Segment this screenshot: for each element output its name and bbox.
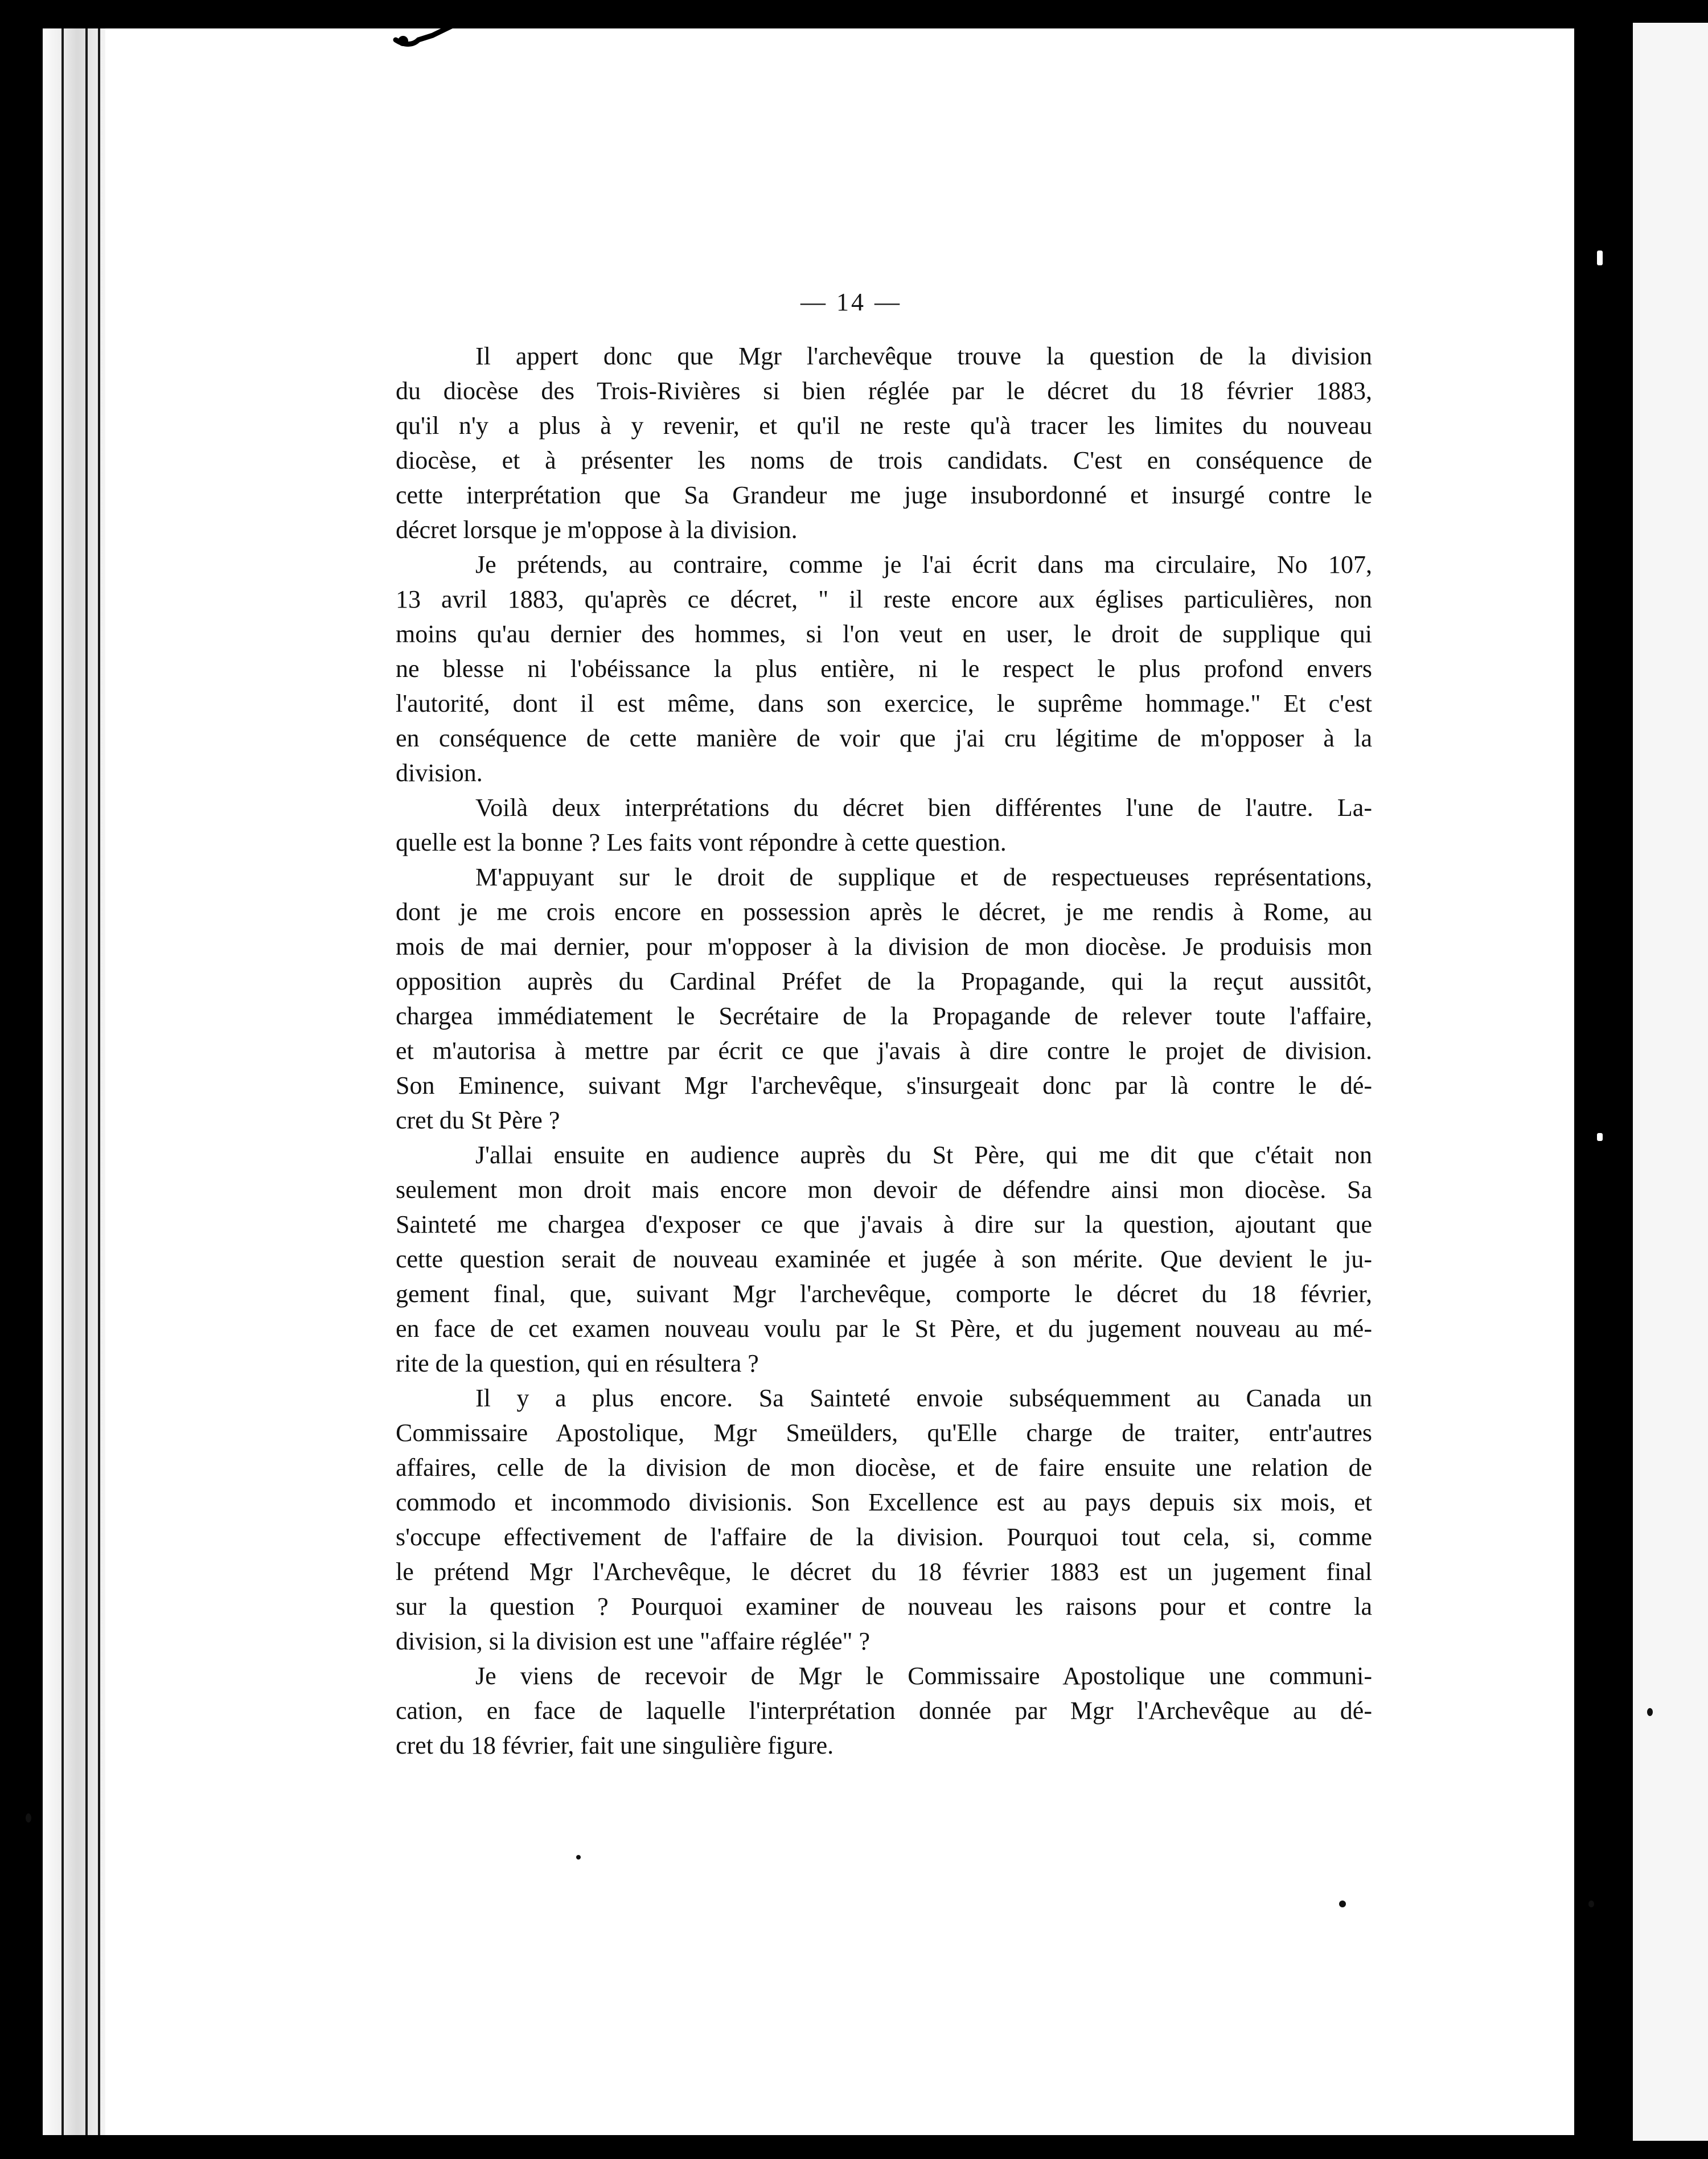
- text-line: J'allai ensuite en audience auprès du St Père, qui me dit que c'était non: [475, 1141, 1372, 1169]
- text-line: qu'il n'y a plus à y revenir, et qu'il ne reste qu'à tracer les limites du nouveau: [396, 412, 1372, 440]
- page-edge-line: [85, 28, 88, 2135]
- paragraph: [396, 790, 1372, 860]
- text-line: ne blesse ni l'obéissance la plus entière, ni le respect le plus profond envers: [396, 655, 1372, 683]
- text-line: commodo et incommodo divisionis. Son Excellence est au pays depuis six mois, et: [396, 1488, 1372, 1516]
- text-line: cette interprétation que Sa Grandeur me juge insubordonné et insurgé contre le: [396, 481, 1372, 509]
- text-line: Son Eminence, suivant Mgr l'archevêque, s'insurgeait donc par là contre le dé-: [396, 1072, 1372, 1099]
- text-line: Je prétends, au contraire, comme je l'ai écrit dans ma circulaire, No 107,: [475, 551, 1372, 578]
- scan-speck: [576, 1855, 581, 1860]
- text-line: cret du 18 février, fait une singulière figure.: [396, 1731, 834, 1759]
- text-line: l'autorité, dont il est même, dans son exercice, le suprême hommage." Et c'est: [396, 689, 1372, 717]
- text-line: sur la question ? Pourquoi examiner de nouveau les raisons pour et contre la: [396, 1592, 1372, 1620]
- page-number: — 14 —: [800, 288, 902, 316]
- text-line: du diocèse des Trois-Rivières si bien réglée par le décret du 18 février 1883,: [396, 377, 1372, 405]
- scan-speck: [1339, 1901, 1346, 1907]
- paragraph: [396, 1659, 1372, 1763]
- paragraph: [396, 1138, 1372, 1381]
- page-edge-line: [61, 28, 64, 2135]
- scan-speck: [1597, 251, 1603, 265]
- text-line: s'occupe effectivement de l'affaire de la division. Pourquoi tout cela, si, comme: [396, 1523, 1372, 1551]
- text-line: moins qu'au dernier des hommes, si l'on veut en user, le droit de supplique qui: [396, 620, 1372, 648]
- ink-mark-icon: [393, 23, 455, 48]
- scan-speck: [1647, 1708, 1653, 1716]
- text-line: chargea immédiatement le Secrétaire de la Propagande de relever toute l'affaire,: [396, 1002, 1372, 1030]
- text-line: quelle est la bonne ? Les faits vont répondre à cette question.: [396, 828, 1007, 856]
- paragraph: [396, 860, 1372, 1138]
- text-line: cret du St Père ?: [396, 1106, 560, 1134]
- scan-speck: [1588, 1901, 1594, 1907]
- scan-edge-bar: [1574, 28, 1633, 2135]
- page-edge-line: [98, 28, 100, 2135]
- paragraph: [396, 339, 1372, 547]
- text-line: affaires, celle de la division de mon diocèse, et de faire ensuite une relation de: [396, 1454, 1372, 1481]
- text-line: diocèse, et à présenter les noms de trois candidats. C'est en conséquence de: [396, 446, 1372, 474]
- scan-speck: [1597, 1133, 1603, 1141]
- text-line: Il y a plus encore. Sa Sainteté envoie subséquemment au Canada un: [475, 1384, 1372, 1412]
- text-line: gement final, que, suivant Mgr l'archevêque, comporte le décret du 18 février,: [396, 1280, 1372, 1308]
- text-line: Il appert donc que Mgr l'archevêque trouve la question de la division: [475, 342, 1372, 370]
- text-line: et m'autorisa à mettre par écrit ce que j'avais à dire contre le projet de division.: [396, 1037, 1372, 1065]
- paragraph: [396, 1381, 1372, 1659]
- text-line: décret lorsque je m'oppose à la division.: [396, 516, 798, 544]
- text-line: M'appuyant sur le droit de supplique et de respectueuses représentations,: [475, 863, 1372, 891]
- text-line: dont je me crois encore en possession après le décret, je me rendis à Rome, au: [396, 898, 1372, 926]
- text-line: Sainteté me chargea d'exposer ce que j'avais à dire sur la question, ajoutant que: [396, 1210, 1372, 1238]
- scan-page-edge-strip: [43, 28, 105, 2135]
- text-line: seulement mon droit mais encore mon devoir de défendre ainsi mon diocèse. Sa: [396, 1176, 1372, 1204]
- paragraph: [396, 547, 1372, 790]
- text-line: division, si la division est une "affaire réglée" ?: [396, 1627, 870, 1655]
- text-line: Je viens de recevoir de Mgr le Commissaire Apostolique une communi-: [475, 1662, 1372, 1690]
- text-line: division.: [396, 759, 483, 787]
- text-line: Voilà deux interprétations du décret bien différentes l'une de l'autre. La-: [475, 794, 1372, 822]
- text-line: Commissaire Apostolique, Mgr Smeülders, qu'Elle charge de traiter, entr'autres: [396, 1419, 1372, 1447]
- text-line: le prétend Mgr l'Archevêque, le décret du 18 février 1883 est un jugement final: [396, 1558, 1372, 1586]
- text-line: mois de mai dernier, pour m'opposer à la division de mon diocèse. Je produisis mon: [396, 933, 1372, 961]
- next-page-sliver: [1633, 23, 1708, 2141]
- text-line: 13 avril 1883, qu'après ce décret, " il reste encore aux églises particulières, non: [396, 585, 1372, 613]
- text-line: cation, en face de laquelle l'interprétation donnée par Mgr l'Archevêque au dé-: [396, 1697, 1372, 1725]
- text-line: rite de la question, qui en résultera ?: [396, 1349, 759, 1377]
- text-line: opposition auprès du Cardinal Préfet de la Propagande, qui la reçut aussitôt,: [396, 967, 1372, 995]
- text-line: en conséquence de cette manière de voir que j'ai cru légitime de m'opposer à la: [396, 724, 1372, 752]
- scan-speck: [26, 1813, 31, 1823]
- text-line: en face de cet examen nouveau voulu par le St Père, et du jugement nouveau au mé-: [396, 1315, 1372, 1343]
- text-line: cette question serait de nouveau examinée et jugée à son mérite. Que devient le ju-: [396, 1245, 1372, 1273]
- body-text: [396, 339, 1372, 1763]
